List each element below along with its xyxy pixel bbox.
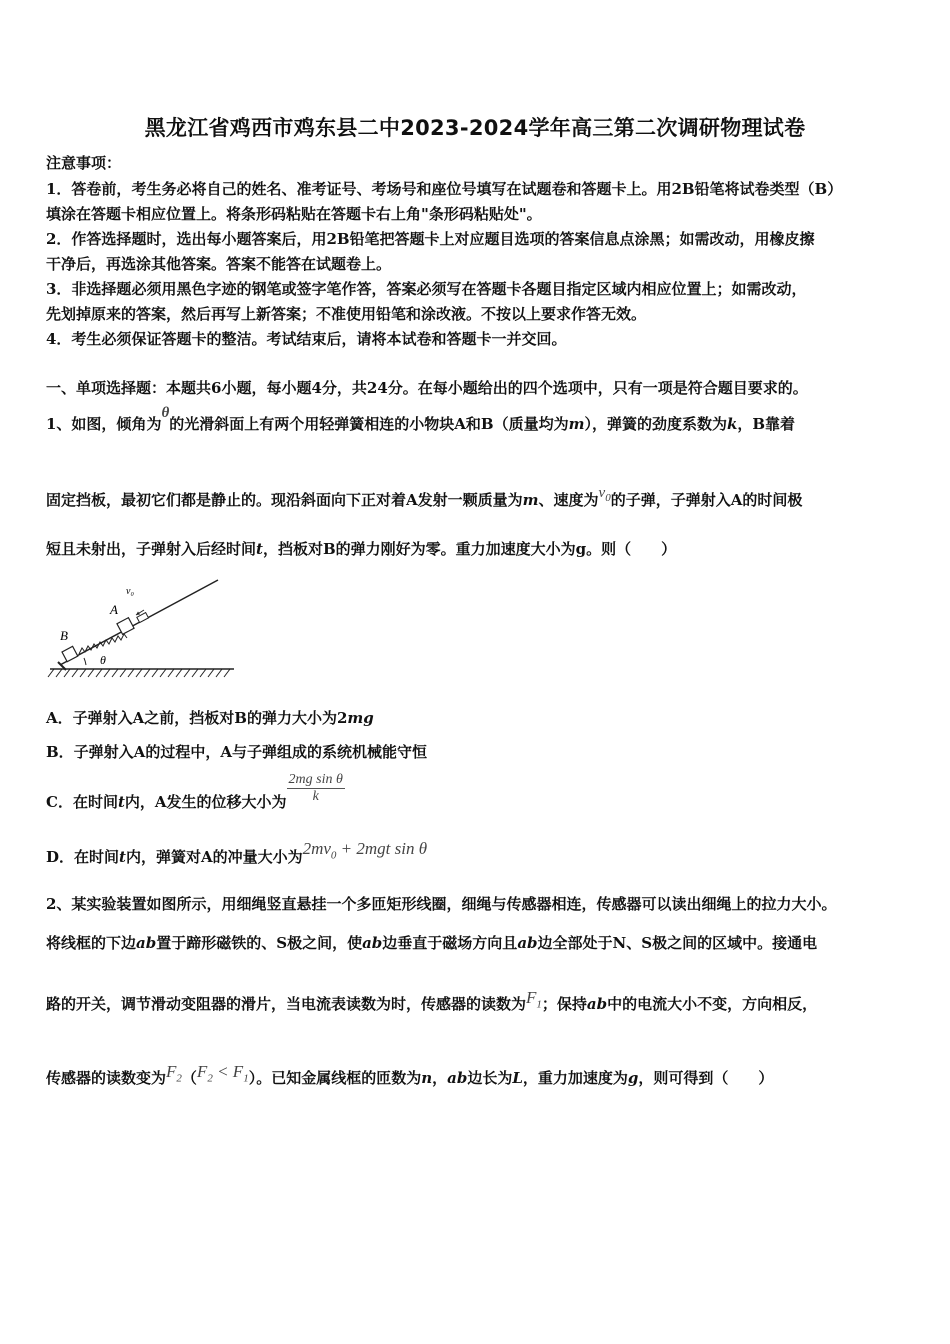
f2-lt-f1: $F_2 < F_1$: [196, 1062, 249, 1085]
f2-symbol: $F_2$: [166, 1062, 182, 1085]
fig-label-v0: v₀: [126, 586, 134, 597]
f1-symbol: $F_1$: [526, 988, 542, 1011]
block-a: [117, 618, 134, 635]
fig-label-theta: θ: [100, 653, 106, 667]
q1-line-2: 固定挡板，最初它们都是静止的。现沿斜面向下正对着A发射一颗质量为m、速度为$v_0$的子弹，子弹射入A的时间极: [46, 485, 803, 509]
option-d: D．在时间t内，弹簧对A的冲量大小为$2mv_0 + 2mgt$ sin θ: [46, 839, 428, 866]
angle-arc: [84, 658, 86, 665]
q1-line-1: 1、如图，倾角为θ的光滑斜面上有两个用轻弹簧相连的小物块A和B（质量均为m），弹簧的劲度系数为k，B靠着: [46, 405, 796, 433]
notice-line: 填涂在答题卡相应位置上。将条形码粘贴在答题卡右上角"条形码粘贴处"。: [46, 205, 542, 223]
q2-line-4: 传感器的读数变为$F_2(F_2 < F_1)$。已知金属线框的匝数为n，ab边长为L，重力加速度为g，则可得到（ ）: [46, 1062, 774, 1087]
section-heading: 一、单项选择题：本题共6小题，每小题4分，共24分。在每小题给出的四个选项中，只有一项是符合题目要求的。: [46, 379, 808, 397]
fraction-displacement: $\frac{\text{2mg sin θ}}{k}$: [288, 772, 343, 804]
notice-line: 1．答卷前，考生务必将自己的姓名、准考证号、考场号和座位号填写在试题卷和答题卡上。用2B铅笔将试卷类型（B）: [46, 180, 843, 198]
q2-line-2: 将线框的下边ab置于蹄形磁铁的、S极之间，使ab边垂直于磁场方向且ab边全部处于N、S极之间的区域中。接通电: [46, 934, 818, 952]
v0-symbol: $v_0$: [598, 485, 611, 504]
impulse-expression: $2mv_0 + 2mgt$ sin θ: [302, 839, 428, 862]
ground-hatching: [48, 669, 234, 677]
fig-label-b: B: [60, 628, 68, 643]
q2-line-3: 路的开关，调节滑动变阻器的滑片，当电流表读数为时，传感器的读数为$F_1$；保持ab中的电流大小不变，方向相反，: [46, 988, 818, 1013]
q1-line-3: 短且未射出，子弹射入后经时间t，挡板对B的弹力刚好为零。重力加速度大小为g。则（ ）: [46, 540, 677, 558]
incline-surface: [60, 580, 218, 665]
notice-line: 2．作答选择题时，选出每小题答案后，用2B铅笔把答题卡上对应题目选项的答案信息点涂黑；如需改动，用橡皮擦: [46, 230, 815, 248]
option-b: B．子弹射入A的过程中，A与子弹组成的系统机械能守恒: [46, 743, 427, 761]
theta-symbol: θ: [161, 405, 170, 421]
option-c: C．在时间t内，A发生的位移大小为 $\frac{\text{2mg sin θ}}{k}$: [46, 772, 343, 811]
notice-line: 干净后，再选涂其他答案。答案不能答在试题卷上。: [46, 255, 392, 273]
q2-line-1: 2、某实验装置如图所示，用细绳竖直悬挂一个多匝矩形线圈，细绳与传感器相连，传感器可以读出细绳上的拉力大小。: [46, 895, 837, 913]
notice-line: 4．考生必须保证答题卡的整洁。考试结束后，请将本试卷和答题卡一并交回。: [46, 330, 567, 348]
notice-heading: 注意事项：: [46, 154, 122, 172]
notice-line: 3．非选择题必须用黑色字迹的钢笔或签字笔作答，答案必须写在答题卡各题目指定区域内相应位置上；如需改动，: [46, 280, 807, 298]
block-b: [62, 646, 78, 661]
notice-line: 先划掉原来的答案，然后再写上新答案；不准使用铅笔和涂改液。不按以上要求作答无效。: [46, 305, 647, 323]
page-title: 黑龙江省鸡西市鸡东县二中2023-2024学年高三第二次调研物理试卷: [144, 116, 806, 140]
option-a: A．子弹射入A之前，挡板对B的弹力大小为2mg: [46, 709, 374, 727]
fig-label-a: A: [110, 602, 118, 617]
incline-figure: [44, 578, 244, 678]
